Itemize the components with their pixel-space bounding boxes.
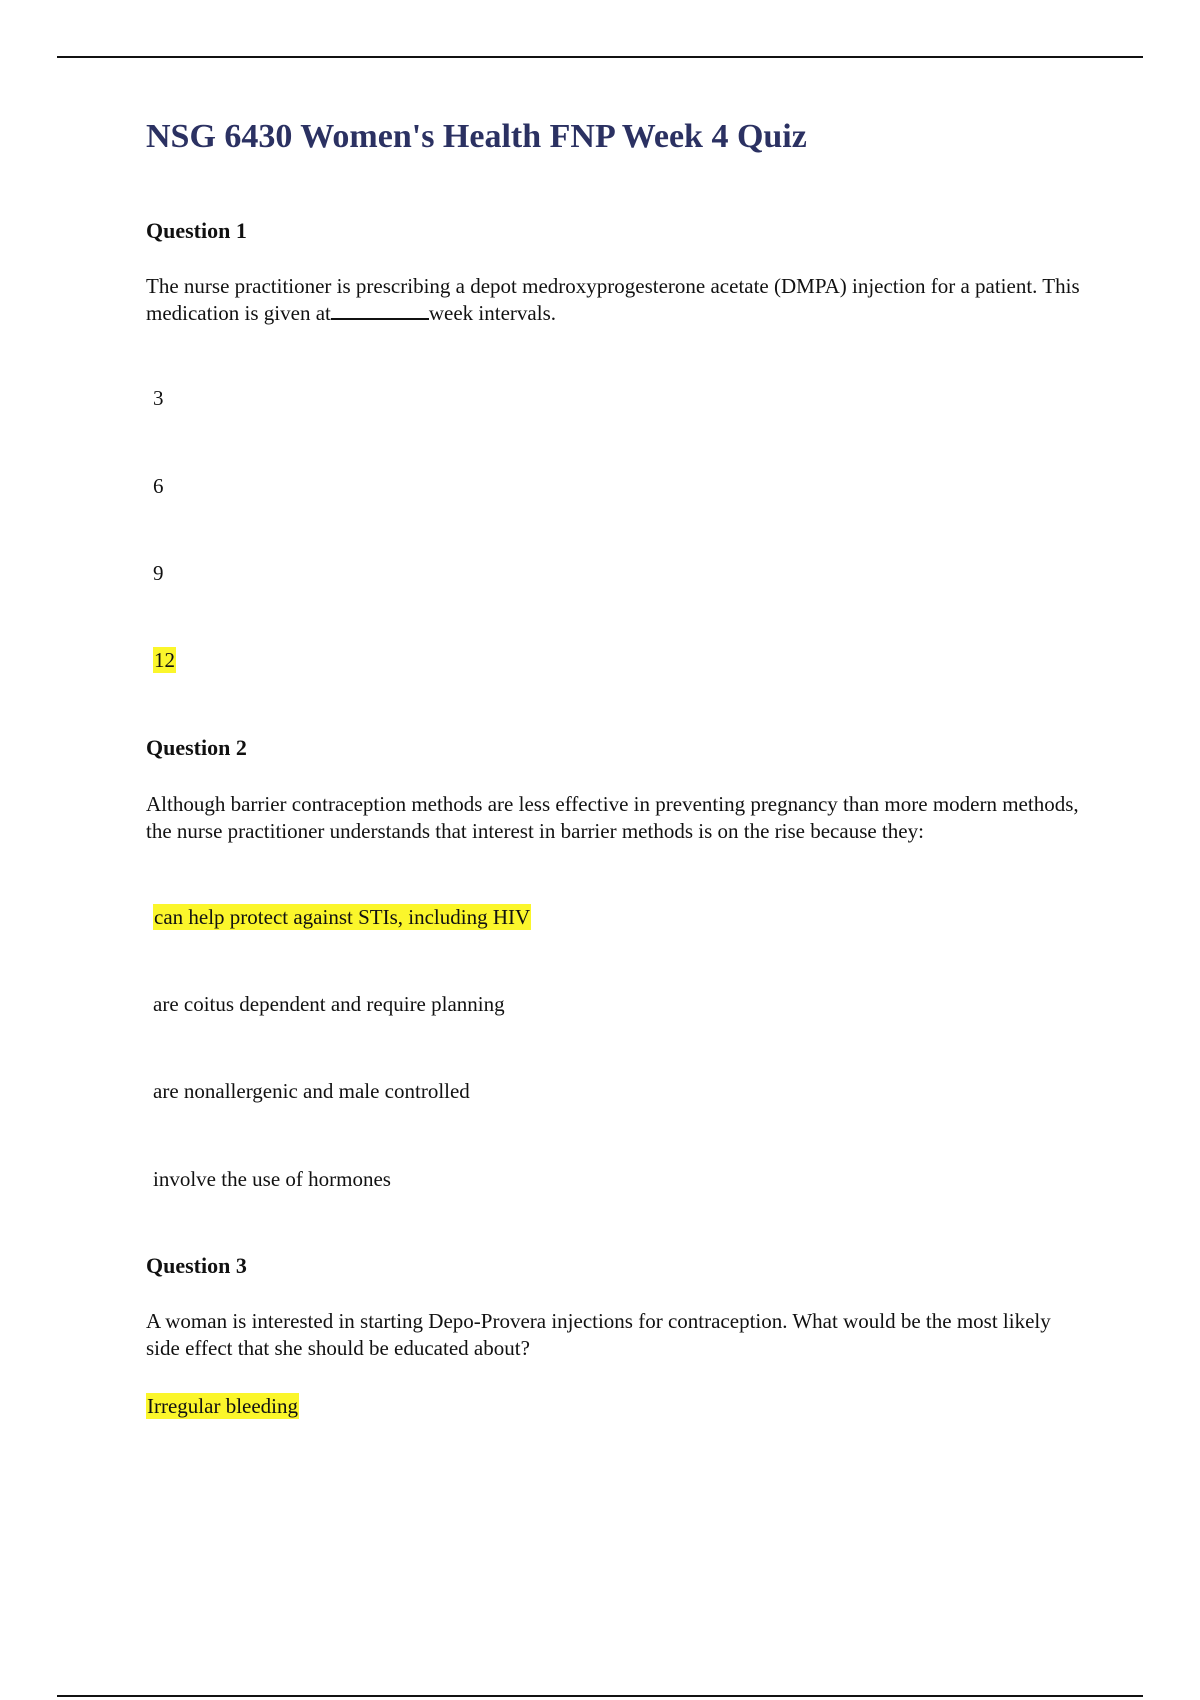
- question-1-option-2: 6: [153, 474, 164, 498]
- question-1-text-after: week intervals.: [428, 301, 556, 325]
- question-3-heading: Question 3: [146, 1253, 247, 1278]
- question-1-heading: Question 1: [146, 218, 247, 243]
- question-1-text-before: The nurse practitioner is prescribing a depot medroxyprogesterone acetate (DMPA) injection for a patient. This medication is given at: [146, 274, 1080, 325]
- question-3-text: A woman is interested in starting Depo-Provera injections for contraception. What would be the most likely side effect that she should be educated about?: [146, 1309, 1051, 1360]
- question-2-option-3: are nonallergenic and male controlled: [153, 1079, 470, 1103]
- question-3-option-1-correct: [146, 1393, 299, 1420]
- question-2-option-2: are coitus dependent and require planning: [153, 992, 505, 1016]
- question-2-heading: Question 2: [146, 735, 247, 760]
- top-rule: [57, 56, 1143, 58]
- question-1-option-3: 9: [153, 561, 164, 585]
- document-title: NSG 6430 Women's Health FNP Week 4 Quiz: [146, 118, 807, 155]
- question-2-option-1-correct: [153, 904, 531, 931]
- question-2-text: Although barrier contraception methods are less effective in preventing pregnancy than more modern methods, the nurse practitioner understands that interest in barrier methods is on the rise because they:: [146, 792, 1079, 843]
- answer-highlight: Irregular bleeding: [147, 1394, 299, 1418]
- answer-highlight: 12: [154, 648, 175, 672]
- question-2-option-4: involve the use of hormones: [153, 1167, 391, 1191]
- question-1-option-4-correct: [153, 647, 176, 674]
- question-1-text: [146, 273, 1086, 327]
- answer-blank: [331, 301, 429, 320]
- question-1-option-1: 3: [153, 386, 164, 410]
- bottom-rule: [57, 1695, 1143, 1697]
- answer-highlight: can help protect against STIs, including HIV: [154, 905, 531, 929]
